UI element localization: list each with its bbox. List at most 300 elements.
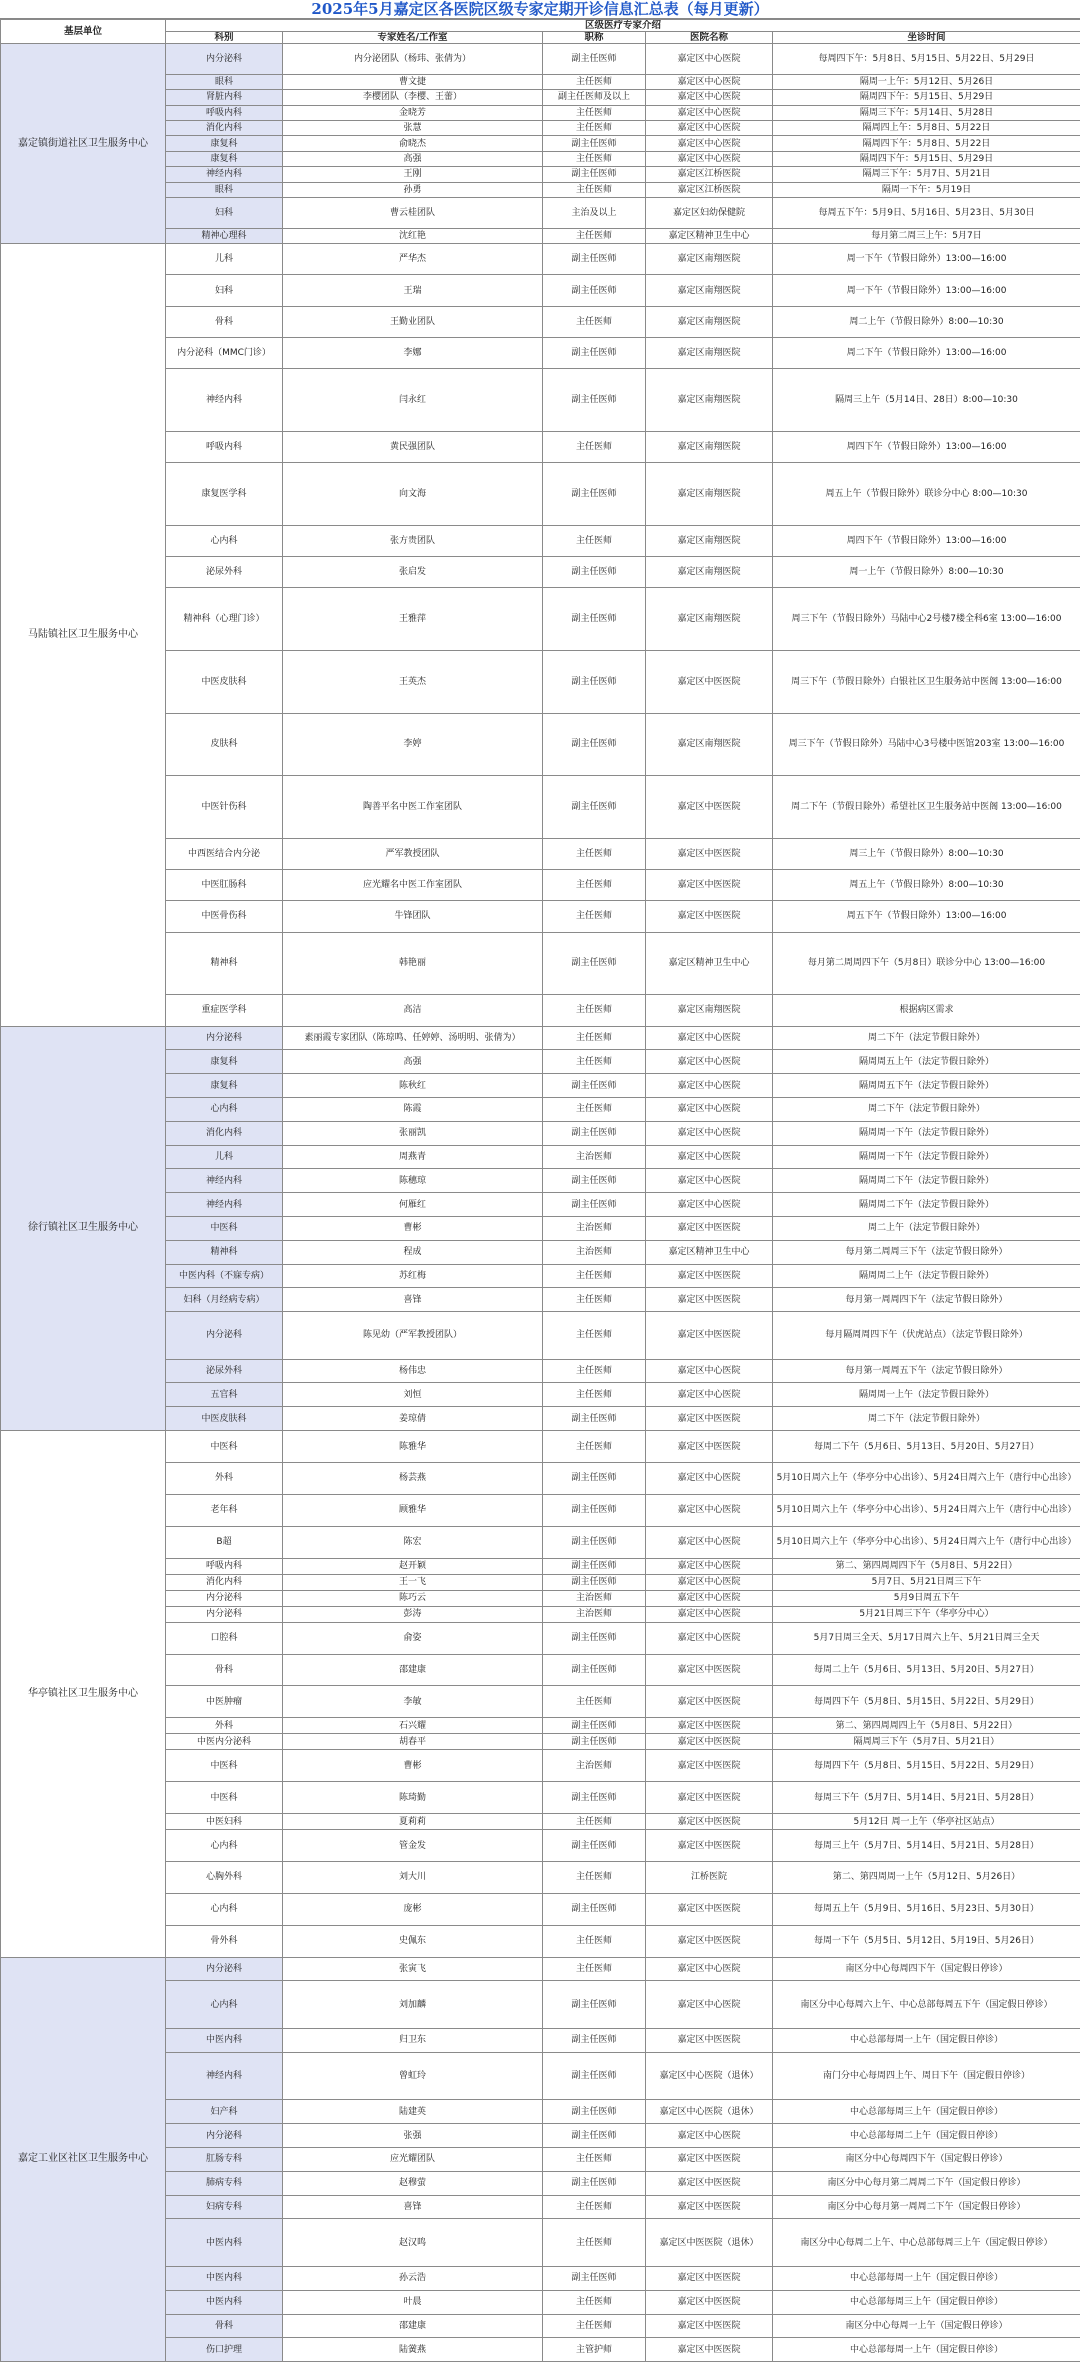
rank-cell: 主任医师 bbox=[543, 1431, 646, 1463]
dept-cell: 中医皮肤科 bbox=[166, 1407, 283, 1431]
expert-cell: 牛锋团队 bbox=[283, 901, 543, 932]
rank-cell: 副主任医师 bbox=[543, 463, 646, 526]
rank-cell: 副主任医师 bbox=[543, 1462, 646, 1494]
hospital-cell: 嘉定区中医医院 bbox=[646, 1407, 773, 1431]
dept-cell: 中医内科 bbox=[166, 2029, 283, 2053]
rank-cell: 副主任医师 bbox=[543, 776, 646, 839]
header-unit: 基层单位 bbox=[1, 20, 166, 44]
hospital-cell: 嘉定区中心医院 bbox=[646, 1574, 773, 1590]
expert-cell: 张强 bbox=[283, 2124, 543, 2148]
expert-cell: 杨伟忠 bbox=[283, 1359, 543, 1383]
hospital-cell: 嘉定区中心医院 bbox=[646, 1121, 773, 1145]
expert-cell: 内分泌团队（杨玮、张倩为） bbox=[283, 44, 543, 75]
expert-cell: 陶善平名中医工作室团队 bbox=[283, 776, 543, 839]
dept-cell: 精神科 bbox=[166, 932, 283, 995]
expert-cell: 刘恒 bbox=[283, 1383, 543, 1407]
expert-cell: 陈雅华 bbox=[283, 1431, 543, 1463]
expert-cell: 张启发 bbox=[283, 557, 543, 588]
rank-cell: 副主任医师 bbox=[543, 1526, 646, 1558]
expert-cell: 赵开颖 bbox=[283, 1558, 543, 1574]
hospital-cell: 嘉定区中心医院 bbox=[646, 1558, 773, 1574]
hospital-cell: 嘉定区中医医院 bbox=[646, 1893, 773, 1925]
time-cell: 周二下午（法定节假日除外） bbox=[773, 1097, 1080, 1121]
rank-cell: 主任医师 bbox=[543, 1957, 646, 1981]
group-xuxing-unit: 徐行镇社区卫生服务中心 bbox=[1, 1026, 166, 1431]
dept-cell: 神经内科 bbox=[166, 1169, 283, 1193]
table-row bbox=[1, 244, 1080, 275]
dept-cell: B超 bbox=[166, 1526, 283, 1558]
expert-cell: 高洁 bbox=[283, 995, 543, 1026]
rank-cell: 副主任医师 bbox=[543, 338, 646, 369]
dept-cell: 神经内科 bbox=[166, 2052, 283, 2100]
expert-cell: 应光耀团队 bbox=[283, 2148, 543, 2172]
dept-cell: 中医骨伤科 bbox=[166, 901, 283, 932]
dept-cell: 康复科 bbox=[166, 1074, 283, 1098]
rank-cell: 主任医师 bbox=[543, 2195, 646, 2219]
hospital-cell: 嘉定区中心医院 bbox=[646, 151, 773, 166]
dept-cell: 骨外科 bbox=[166, 1925, 283, 1957]
dept-cell: 五官科 bbox=[166, 1383, 283, 1407]
expert-cell: 王瑞 bbox=[283, 275, 543, 306]
rank-cell: 主任医师 bbox=[543, 182, 646, 197]
expert-cell: 陈巧云 bbox=[283, 1590, 543, 1606]
expert-cell: 李娜 bbox=[283, 338, 543, 369]
dept-cell: 心胸外科 bbox=[166, 1861, 283, 1893]
group-jiading-unit: 嘉定镇街道社区卫生服务中心 bbox=[1, 44, 166, 244]
dept-cell: 内分泌科 bbox=[166, 2124, 283, 2148]
time-cell: 每月第二周周四下午（5月8日）联诊分中心 13:00—16:00 bbox=[773, 932, 1080, 995]
header-expert: 专家姓名/工作室 bbox=[283, 32, 543, 44]
rank-cell: 主管护师 bbox=[543, 2338, 646, 2362]
hospital-cell: 嘉定区中医医院 bbox=[646, 2290, 773, 2314]
rank-cell: 副主任医师 bbox=[543, 1121, 646, 1145]
rank-cell: 主任医师 bbox=[543, 1383, 646, 1407]
rank-cell: 副主任医师 bbox=[543, 2052, 646, 2100]
dept-cell: 口腔科 bbox=[166, 1622, 283, 1654]
expert-cell: 赵汉鸣 bbox=[283, 2219, 543, 2267]
rank-cell: 副主任医师 bbox=[543, 1558, 646, 1574]
dept-cell: 消化内科 bbox=[166, 1574, 283, 1590]
rank-cell: 主任医师 bbox=[543, 1288, 646, 1312]
expert-cell: 陈穗琼 bbox=[283, 1169, 543, 1193]
time-cell: 周四下午（节假日除外）13:00—16:00 bbox=[773, 525, 1080, 556]
header-rank: 职称 bbox=[543, 32, 646, 44]
dept-cell: 心内科 bbox=[166, 1893, 283, 1925]
time-cell: 南区分中心每周六上午、中心总部每周五下午（国定假日停诊） bbox=[773, 1981, 1080, 2029]
expert-cell: 李婷 bbox=[283, 713, 543, 776]
hospital-cell: 嘉定区中心医院（退休） bbox=[646, 2100, 773, 2124]
hospital-cell: 嘉定区南翔医院 bbox=[646, 369, 773, 432]
time-cell: 隔周周一下午（法定节假日除外） bbox=[773, 1145, 1080, 1169]
time-cell: 隔周周五上午（法定节假日除外） bbox=[773, 1050, 1080, 1074]
hospital-cell: 嘉定区中医医院 bbox=[646, 2029, 773, 2053]
hospital-cell: 嘉定区南翔医院 bbox=[646, 557, 773, 588]
dept-cell: 心内科 bbox=[166, 1981, 283, 2029]
time-cell: 中心总部每周三上午（国定假日停诊） bbox=[773, 2100, 1080, 2124]
rank-cell: 副主任医师 bbox=[543, 1782, 646, 1814]
table-row bbox=[1, 44, 1080, 75]
hospital-cell: 嘉定区中医医院（退休） bbox=[646, 2219, 773, 2267]
hospital-cell: 嘉定区中心医院 bbox=[646, 1169, 773, 1193]
hospital-cell: 嘉定区中心医院 bbox=[646, 1494, 773, 1526]
dept-cell: 心内科 bbox=[166, 1830, 283, 1862]
hospital-cell: 嘉定区中心医院 bbox=[646, 1193, 773, 1217]
hospital-cell: 嘉定区中医医院 bbox=[646, 870, 773, 901]
rank-cell: 副主任医师 bbox=[543, 1830, 646, 1862]
hospital-cell: 嘉定区中心医院 bbox=[646, 1981, 773, 2029]
time-cell: 周二下午（法定节假日除外） bbox=[773, 1026, 1080, 1050]
rank-cell: 副主任医师 bbox=[543, 1494, 646, 1526]
time-cell: 5月12日 周一上午（华亭社区站点） bbox=[773, 1814, 1080, 1830]
group-huating-unit: 华亭镇社区卫生服务中心 bbox=[1, 1431, 166, 1958]
rank-cell: 副主任医师 bbox=[543, 1574, 646, 1590]
dept-cell: 外科 bbox=[166, 1718, 283, 1734]
dept-cell: 内分泌科（MMC门诊） bbox=[166, 338, 283, 369]
time-cell: 5月10日周六上午（华亭分中心出诊）、5月24日周六上午（唐行中心出诊） bbox=[773, 1494, 1080, 1526]
dept-cell: 神经内科 bbox=[166, 369, 283, 432]
hospital-cell: 江桥医院 bbox=[646, 1861, 773, 1893]
hospital-cell: 嘉定区中心医院 bbox=[646, 1606, 773, 1622]
rank-cell: 副主任医师及以上 bbox=[543, 90, 646, 105]
time-cell: 周三下午（节假日除外）马陆中心2号楼7楼全科6室 13:00—16:00 bbox=[773, 588, 1080, 651]
hospital-cell: 嘉定区南翔医院 bbox=[646, 244, 773, 275]
expert-cell: 俞晓杰 bbox=[283, 136, 543, 151]
rank-cell: 副主任医师 bbox=[543, 588, 646, 651]
hospital-cell: 嘉定区南翔医院 bbox=[646, 995, 773, 1026]
rank-cell: 副主任医师 bbox=[543, 2100, 646, 2124]
hospital-cell: 嘉定区精神卫生中心 bbox=[646, 1240, 773, 1264]
dept-cell: 妇病专科 bbox=[166, 2195, 283, 2219]
time-cell: 中心总部每周二上午（国定假日停诊） bbox=[773, 2124, 1080, 2148]
hospital-cell: 嘉定区中医医院 bbox=[646, 2148, 773, 2172]
expert-cell: 王雅萍 bbox=[283, 588, 543, 651]
rank-cell: 副主任医师 bbox=[543, 1654, 646, 1686]
time-cell: 5月21日周三下午（华亭分中心） bbox=[773, 1606, 1080, 1622]
expert-cell: 沈红艳 bbox=[283, 228, 543, 243]
rank-cell: 主任医师 bbox=[543, 995, 646, 1026]
expert-cell: 张方贵团队 bbox=[283, 525, 543, 556]
hospital-cell: 嘉定区中心医院 bbox=[646, 74, 773, 89]
group-malu-unit: 马陆镇社区卫生服务中心 bbox=[1, 244, 166, 1026]
hospital-cell: 嘉定区中医医院 bbox=[646, 1925, 773, 1957]
expert-cell: 喜锋 bbox=[283, 2195, 543, 2219]
hospital-cell: 嘉定区中医医院 bbox=[646, 1654, 773, 1686]
expert-cell: 王一飞 bbox=[283, 1574, 543, 1590]
expert-cell: 夏莉莉 bbox=[283, 1814, 543, 1830]
hospital-cell: 嘉定区中医医院 bbox=[646, 2267, 773, 2291]
dept-cell: 中西医结合内分泌 bbox=[166, 838, 283, 869]
expert-cell: 庞彬 bbox=[283, 1893, 543, 1925]
hospital-cell: 嘉定区中医医院 bbox=[646, 1734, 773, 1750]
dept-cell: 妇产科 bbox=[166, 2100, 283, 2124]
dept-cell: 儿科 bbox=[166, 1145, 283, 1169]
rank-cell: 主治医师 bbox=[543, 1240, 646, 1264]
rank-cell: 主任医师 bbox=[543, 120, 646, 135]
time-cell: 每周五下午：5月9日、5月16日、5月23日、5月30日 bbox=[773, 197, 1080, 228]
time-cell: 每周二下午（5月6日、5月13日、5月20日、5月27日） bbox=[773, 1431, 1080, 1463]
time-cell: 周一下午（节假日除外）13:00—16:00 bbox=[773, 275, 1080, 306]
rank-cell: 副主任医师 bbox=[543, 650, 646, 713]
rank-cell: 副主任医师 bbox=[543, 369, 646, 432]
time-cell: 隔周一下午：5月19日 bbox=[773, 182, 1080, 197]
expert-cell: 向文海 bbox=[283, 463, 543, 526]
dept-cell: 中医科 bbox=[166, 1750, 283, 1782]
hospital-cell: 嘉定区中医医院 bbox=[646, 2195, 773, 2219]
expert-cell: 王勤业团队 bbox=[283, 306, 543, 337]
time-cell: 南区分中心每周四下午（国定假日停诊） bbox=[773, 2148, 1080, 2172]
dept-cell: 呼吸内科 bbox=[166, 1558, 283, 1574]
rank-cell: 主治及以上 bbox=[543, 197, 646, 228]
rank-cell: 主任医师 bbox=[543, 1686, 646, 1718]
rank-cell: 副主任医师 bbox=[543, 1193, 646, 1217]
hospital-cell: 嘉定区中医医院 bbox=[646, 901, 773, 932]
expert-cell: 严军教授团队 bbox=[283, 838, 543, 869]
expert-cell: 韩艳丽 bbox=[283, 932, 543, 995]
time-cell: 隔周周二下午（法定节假日除外） bbox=[773, 1193, 1080, 1217]
dept-cell: 康复科 bbox=[166, 151, 283, 166]
expert-cell: 顾雅华 bbox=[283, 1494, 543, 1526]
hospital-cell: 嘉定区江桥医院 bbox=[646, 182, 773, 197]
time-cell: 5月10日周六上午（华亭分中心出诊）、5月24日周六上午（唐行中心出诊） bbox=[773, 1462, 1080, 1494]
hospital-cell: 嘉定区中医医院 bbox=[646, 2338, 773, 2362]
time-cell: 南门分中心每周四上午、周日下午（国定假日停诊） bbox=[773, 2052, 1080, 2100]
rank-cell: 主任医师 bbox=[543, 525, 646, 556]
expert-cell: 素丽霞专家团队（陈琼鸣、任婷婷、汤明明、张倩为） bbox=[283, 1026, 543, 1050]
expert-cell: 陈秋红 bbox=[283, 1074, 543, 1098]
expert-cell: 严华杰 bbox=[283, 244, 543, 275]
hospital-cell: 嘉定区中心医院 bbox=[646, 90, 773, 105]
time-cell: 每月第一周周五下午（法定节假日除外） bbox=[773, 1359, 1080, 1383]
hospital-cell: 嘉定区中医医院 bbox=[646, 1782, 773, 1814]
hospital-cell: 嘉定区中医医院 bbox=[646, 838, 773, 869]
time-cell: 根据病区需求 bbox=[773, 995, 1080, 1026]
hospital-cell: 嘉定区中心医院 bbox=[646, 1097, 773, 1121]
table-row bbox=[1, 1026, 1080, 1050]
expert-cell: 杨芸燕 bbox=[283, 1462, 543, 1494]
hospital-cell: 嘉定区中心医院 bbox=[646, 1050, 773, 1074]
rank-cell: 主任医师 bbox=[543, 1359, 646, 1383]
expert-cell: 高强 bbox=[283, 151, 543, 166]
dept-cell: 呼吸内科 bbox=[166, 431, 283, 462]
time-cell: 周二上午（节假日除外）8:00—10:30 bbox=[773, 306, 1080, 337]
expert-cell: 王刚 bbox=[283, 167, 543, 182]
dept-cell: 肾脏内科 bbox=[166, 90, 283, 105]
rank-cell: 副主任医师 bbox=[543, 2029, 646, 2053]
time-cell: 每月第一周周四下午（法定节假日除外） bbox=[773, 1288, 1080, 1312]
rank-cell: 副主任医师 bbox=[543, 167, 646, 182]
hospital-cell: 嘉定区中心医院 bbox=[646, 1145, 773, 1169]
dept-cell: 中医内科 bbox=[166, 2219, 283, 2267]
dept-cell: 泌尿外科 bbox=[166, 1359, 283, 1383]
rank-cell: 主任医师 bbox=[543, 2148, 646, 2172]
expert-cell: 叶晨 bbox=[283, 2290, 543, 2314]
rank-cell: 主任医师 bbox=[543, 228, 646, 243]
time-cell: 南区分中心每周二上午、中心总部每周三上午（国定假日停诊） bbox=[773, 2219, 1080, 2267]
rank-cell: 主任医师 bbox=[543, 2219, 646, 2267]
expert-cell: 应光耀名中医工作室团队 bbox=[283, 870, 543, 901]
time-cell: 南区分中心每月第二周周二下午（国定假日停诊） bbox=[773, 2171, 1080, 2195]
rank-cell: 主任医师 bbox=[543, 74, 646, 89]
dept-cell: 内分泌科 bbox=[166, 44, 283, 75]
expert-cell: 史佩东 bbox=[283, 1925, 543, 1957]
expert-cell: 何雁红 bbox=[283, 1193, 543, 1217]
time-cell: 中心总部每周一上午（国定假日停诊） bbox=[773, 2338, 1080, 2362]
expert-cell: 陆建英 bbox=[283, 2100, 543, 2124]
expert-cell: 刘大川 bbox=[283, 1861, 543, 1893]
hospital-cell: 嘉定区中医医院 bbox=[646, 1686, 773, 1718]
time-cell: 中心总部每周三上午（国定假日停诊） bbox=[773, 2290, 1080, 2314]
dept-cell: 内分泌科 bbox=[166, 1312, 283, 1360]
rank-cell: 副主任医师 bbox=[543, 1169, 646, 1193]
dept-cell: 精神心理科 bbox=[166, 228, 283, 243]
expert-cell: 王英杰 bbox=[283, 650, 543, 713]
time-cell: 周一上午（节假日除外）8:00—10:30 bbox=[773, 557, 1080, 588]
dept-cell: 皮肤科 bbox=[166, 713, 283, 776]
dept-cell: 精神科（心理门诊） bbox=[166, 588, 283, 651]
time-cell: 每周三下午（5月7日、5月14日、5月21日、5月28日） bbox=[773, 1782, 1080, 1814]
dept-cell: 骨科 bbox=[166, 2314, 283, 2338]
hospital-cell: 嘉定区中心医院 bbox=[646, 136, 773, 151]
dept-cell: 中医肿瘤 bbox=[166, 1686, 283, 1718]
dept-cell: 心内科 bbox=[166, 525, 283, 556]
hospital-cell: 嘉定区南翔医院 bbox=[646, 338, 773, 369]
expert-cell: 曹文捷 bbox=[283, 74, 543, 89]
dept-cell: 骨科 bbox=[166, 1654, 283, 1686]
rank-cell: 主治医师 bbox=[543, 1145, 646, 1169]
time-cell: 第二、第四周周一上午（5月12日、5月26日） bbox=[773, 1861, 1080, 1893]
page-title: 2025年5月嘉定区各医院区级专家定期开诊信息汇总表（每月更新） bbox=[0, 0, 1080, 19]
time-cell: 隔周周二上午（法定节假日除外） bbox=[773, 1264, 1080, 1288]
rank-cell: 副主任医师 bbox=[543, 1718, 646, 1734]
hospital-cell: 嘉定区南翔医院 bbox=[646, 588, 773, 651]
dept-cell: 消化内科 bbox=[166, 120, 283, 135]
hospital-cell: 嘉定区中医医院 bbox=[646, 776, 773, 839]
rank-cell: 主任医师 bbox=[543, 1925, 646, 1957]
hospital-cell: 嘉定区南翔医院 bbox=[646, 525, 773, 556]
dept-cell: 内分泌科 bbox=[166, 1026, 283, 1050]
hospital-cell: 嘉定区中心医院 bbox=[646, 120, 773, 135]
expert-cell: 陈见幼（严军教授团队） bbox=[283, 1312, 543, 1360]
time-cell: 中心总部每周一上午（国定假日停诊） bbox=[773, 2267, 1080, 2291]
time-cell: 隔周周一下午（法定节假日除外） bbox=[773, 1121, 1080, 1145]
dept-cell: 肺病专科 bbox=[166, 2171, 283, 2195]
rank-cell: 主治医师 bbox=[543, 1590, 646, 1606]
expert-cell: 邵建康 bbox=[283, 2314, 543, 2338]
hospital-cell: 嘉定区中心医院 bbox=[646, 1074, 773, 1098]
time-cell: 隔周四下午：5月15日、5月29日 bbox=[773, 90, 1080, 105]
rank-cell: 主任医师 bbox=[543, 2314, 646, 2338]
rank-cell: 副主任医师 bbox=[543, 1622, 646, 1654]
dept-cell: 神经内科 bbox=[166, 167, 283, 182]
hospital-cell: 嘉定区精神卫生中心 bbox=[646, 228, 773, 243]
dept-cell: 神经内科 bbox=[166, 1193, 283, 1217]
expert-cell: 管金发 bbox=[283, 1830, 543, 1862]
expert-cell: 姜琼倩 bbox=[283, 1407, 543, 1431]
expert-cell: 高强 bbox=[283, 1050, 543, 1074]
time-cell: 周五上午（节假日除外）8:00—10:30 bbox=[773, 870, 1080, 901]
rank-cell: 副主任医师 bbox=[543, 244, 646, 275]
table-row bbox=[1, 1957, 1080, 1981]
expert-cell: 喜锋 bbox=[283, 1288, 543, 1312]
time-cell: 5月10日周六上午（华亭分中心出诊）、5月24日周六上午（唐行中心出诊） bbox=[773, 1526, 1080, 1558]
hospital-cell: 嘉定区中心医院 bbox=[646, 2124, 773, 2148]
dept-cell: 中医内科（不寐专病） bbox=[166, 1264, 283, 1288]
schedule-body bbox=[1, 44, 1080, 2362]
hospital-cell: 嘉定区南翔医院 bbox=[646, 713, 773, 776]
expert-cell: 张寅飞 bbox=[283, 1957, 543, 1981]
dept-cell: 中医科 bbox=[166, 1216, 283, 1240]
expert-cell: 孙云浩 bbox=[283, 2267, 543, 2291]
expert-cell: 石兴耀 bbox=[283, 1718, 543, 1734]
rank-cell: 主任医师 bbox=[543, 1097, 646, 1121]
header-time: 坐诊时间 bbox=[773, 32, 1080, 44]
time-cell: 周三下午（节假日除外）马陆中心3号楼中医馆203室 13:00—16:00 bbox=[773, 713, 1080, 776]
header-dept: 科别 bbox=[166, 32, 283, 44]
dept-cell: 泌尿外科 bbox=[166, 557, 283, 588]
expert-cell: 俞姿 bbox=[283, 1622, 543, 1654]
dept-cell: 中医内科 bbox=[166, 2290, 283, 2314]
time-cell: 每月第二周三上午：5月7日 bbox=[773, 228, 1080, 243]
rank-cell: 副主任医师 bbox=[543, 1074, 646, 1098]
expert-cell: 赵穆萤 bbox=[283, 2171, 543, 2195]
dept-cell: 重症医学科 bbox=[166, 995, 283, 1026]
header-hospital: 医院名称 bbox=[646, 32, 773, 44]
hospital-cell: 嘉定区妇幼保健院 bbox=[646, 197, 773, 228]
rank-cell: 主治医师 bbox=[543, 1216, 646, 1240]
expert-cell: 彭涛 bbox=[283, 1606, 543, 1622]
dept-cell: 中医肛肠科 bbox=[166, 870, 283, 901]
expert-cell: 曾虹玲 bbox=[283, 2052, 543, 2100]
time-cell: 南区分中心每月第一周周二下午（国定假日停诊） bbox=[773, 2195, 1080, 2219]
time-cell: 周二下午（节假日除外）希望社区卫生服务站中医阁 13:00—16:00 bbox=[773, 776, 1080, 839]
time-cell: 隔周三下午：5月14日、5月28日 bbox=[773, 105, 1080, 120]
time-cell: 周五上午（节假日除外）联诊分中心 8:00—10:30 bbox=[773, 463, 1080, 526]
time-cell: 中心总部每周一上午（国定假日停诊） bbox=[773, 2029, 1080, 2053]
time-cell: 周五下午（节假日除外）13:00—16:00 bbox=[773, 901, 1080, 932]
rank-cell: 副主任医师 bbox=[543, 2267, 646, 2291]
hospital-cell: 嘉定区南翔医院 bbox=[646, 306, 773, 337]
hospital-cell: 嘉定区中医医院 bbox=[646, 1814, 773, 1830]
dept-cell: 中医内分泌科 bbox=[166, 1734, 283, 1750]
expert-cell: 李敏 bbox=[283, 1686, 543, 1718]
dept-cell: 中医内科 bbox=[166, 2267, 283, 2291]
hospital-cell: 嘉定区中医医院 bbox=[646, 1216, 773, 1240]
time-cell: 周一下午（节假日除外）13:00—16:00 bbox=[773, 244, 1080, 275]
expert-cell: 金晓芳 bbox=[283, 105, 543, 120]
time-cell: 每周一下午（5月5日、5月12日、5月19日、5月26日） bbox=[773, 1925, 1080, 1957]
hospital-cell: 嘉定区中心医院 bbox=[646, 1026, 773, 1050]
expert-cell: 归卫东 bbox=[283, 2029, 543, 2053]
rank-cell: 副主任医师 bbox=[543, 2171, 646, 2195]
dept-cell: 中医妇科 bbox=[166, 1814, 283, 1830]
expert-cell: 闫永红 bbox=[283, 369, 543, 432]
rank-cell: 主任医师 bbox=[543, 2290, 646, 2314]
rank-cell: 主任医师 bbox=[543, 105, 646, 120]
time-cell: 南区分中心每周一上午（国定假日停诊） bbox=[773, 2314, 1080, 2338]
time-cell: 隔周一上午：5月12日、5月26日 bbox=[773, 74, 1080, 89]
time-cell: 隔周四上午：5月8日、5月22日 bbox=[773, 120, 1080, 135]
dept-cell: 精神科 bbox=[166, 1240, 283, 1264]
hospital-cell: 嘉定区中医医院 bbox=[646, 1718, 773, 1734]
hospital-cell: 嘉定区中医医院 bbox=[646, 2314, 773, 2338]
hospital-cell: 嘉定区中心医院 bbox=[646, 1957, 773, 1981]
rank-cell: 主任医师 bbox=[543, 901, 646, 932]
dept-cell: 眼科 bbox=[166, 74, 283, 89]
dept-cell: 康复医学科 bbox=[166, 463, 283, 526]
expert-cell: 张丽凯 bbox=[283, 1121, 543, 1145]
time-cell: 第二、第四周周四上午（5月8日、5月22日） bbox=[773, 1718, 1080, 1734]
expert-cell: 周燕青 bbox=[283, 1145, 543, 1169]
